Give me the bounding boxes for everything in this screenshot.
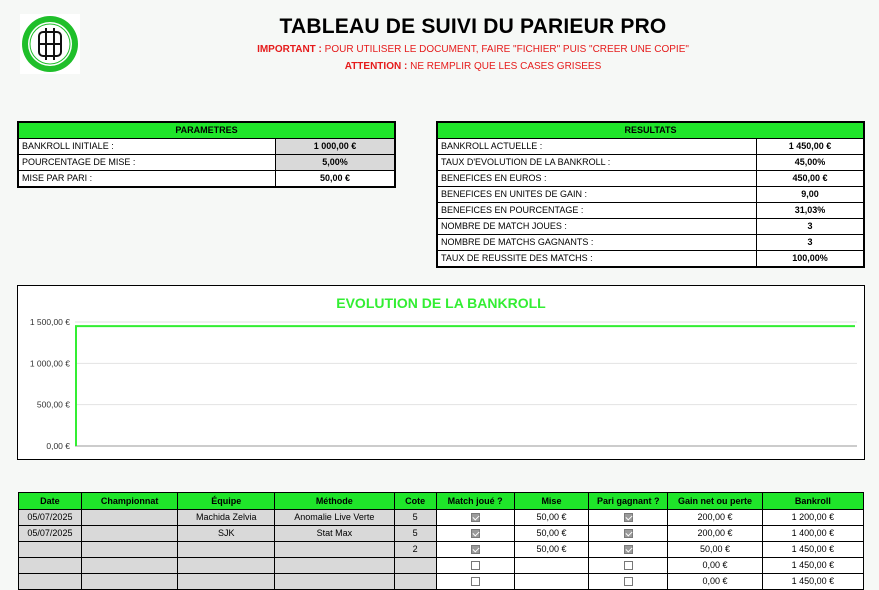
- mise-cell: [514, 558, 589, 574]
- equipe-cell[interactable]: [178, 542, 275, 558]
- cote-cell[interactable]: 2: [394, 542, 436, 558]
- checkbox-cell[interactable]: [589, 558, 668, 574]
- result-row: NOMBRE DE MATCHS GAGNANTS : 3: [437, 235, 864, 251]
- table-row: [19, 574, 864, 590]
- championnat-cell[interactable]: [81, 526, 177, 542]
- table-row: [19, 542, 864, 558]
- column-header: Équipe: [178, 493, 275, 510]
- table-row: [19, 510, 864, 526]
- chart-title: EVOLUTION DE LA BANKROLL: [336, 295, 546, 311]
- methode-cell[interactable]: [275, 542, 394, 558]
- column-header: Pari gagnant ?: [589, 493, 668, 510]
- equipe-cell[interactable]: SJK: [178, 526, 275, 542]
- pari-gagnant-checkbox[interactable]: [624, 545, 633, 554]
- column-header: Cote: [394, 493, 436, 510]
- important-note: IMPORTANT : POUR UTILISER LE DOCUMENT, FAIRE "FICHIER" PUIS "CREER UNE COPIE": [257, 44, 689, 55]
- series-line: [76, 326, 855, 446]
- checkbox-cell[interactable]: [436, 558, 514, 574]
- checkbox-cell[interactable]: [436, 526, 514, 542]
- attention-note: ATTENTION : NE REMPLIR QUE LES CASES GRISEES: [344, 61, 602, 72]
- mise-cell: 50,00 €: [514, 510, 589, 526]
- bankroll-cell: 1 450,00 €: [762, 574, 863, 590]
- y-tick-label: 1 500,00 €: [29, 317, 70, 327]
- mise-cell: 50,00 €: [514, 542, 589, 558]
- pari-gagnant-checkbox[interactable]: [624, 513, 633, 522]
- match-joue-checkbox[interactable]: [471, 561, 480, 570]
- methode-cell[interactable]: Stat Max: [275, 526, 394, 542]
- param-row-mise: MISE PAR PARI : 50,00 €: [18, 171, 395, 188]
- gain-cell: 50,00 €: [668, 542, 762, 558]
- bankroll-cell: 1 200,00 €: [762, 510, 863, 526]
- gain-cell: 0,00 €: [668, 574, 762, 590]
- table-row: [19, 558, 864, 574]
- result-row: NOMBRE DE MATCH JOUES : 3: [437, 219, 864, 235]
- pari-gagnant-checkbox[interactable]: [624, 529, 633, 538]
- checkbox-cell[interactable]: [436, 510, 514, 526]
- bankroll-initiale-input[interactable]: 1 000,00 €: [276, 139, 396, 155]
- parametres-table: [17, 121, 396, 188]
- resultats-title: RESULTATS: [437, 122, 864, 139]
- pari-gagnant-checkbox[interactable]: [624, 577, 633, 586]
- column-header: Méthode: [275, 493, 394, 510]
- championnat-cell[interactable]: [81, 558, 177, 574]
- methode-cell[interactable]: [275, 558, 394, 574]
- match-joue-checkbox[interactable]: [471, 529, 480, 538]
- mise-cell: [514, 574, 589, 590]
- param-row-pourcentage: POURCENTAGE DE MISE : 5,00%: [18, 155, 395, 171]
- mise-cell: 50,00 €: [514, 526, 589, 542]
- bankroll-cell: 1 400,00 €: [762, 526, 863, 542]
- table-row: [19, 526, 864, 542]
- championnat-cell[interactable]: [81, 542, 177, 558]
- match-joue-checkbox[interactable]: [471, 577, 480, 586]
- checkbox-cell[interactable]: [589, 542, 668, 558]
- column-header: Bankroll: [762, 493, 863, 510]
- championnat-cell[interactable]: [81, 510, 177, 526]
- y-tick-label: 500,00 €: [36, 399, 70, 410]
- checkbox-cell[interactable]: [589, 574, 668, 590]
- cote-cell[interactable]: [394, 558, 436, 574]
- methode-cell[interactable]: [275, 574, 394, 590]
- page-title: TABLEAU DE SUIVI DU PARIEUR PRO: [279, 15, 667, 38]
- result-row: BANKROLL ACTUELLE : 1 450,00 €: [437, 139, 864, 155]
- cote-cell[interactable]: 5: [394, 510, 436, 526]
- resultats-table: [436, 121, 865, 268]
- bankroll-chart: [17, 285, 865, 460]
- result-row: TAUX D'EVOLUTION DE LA BANKROLL : 45,00%: [437, 155, 864, 171]
- bankroll-cell: 1 450,00 €: [762, 542, 863, 558]
- column-header: Mise: [514, 493, 589, 510]
- result-row: BENEFICES EN POURCENTAGE : 31,03%: [437, 203, 864, 219]
- match-joue-checkbox[interactable]: [471, 545, 480, 554]
- pari-gagnant-checkbox[interactable]: [624, 561, 633, 570]
- checkbox-cell[interactable]: [589, 526, 668, 542]
- bankroll-cell: 1 450,00 €: [762, 558, 863, 574]
- cote-cell[interactable]: [394, 574, 436, 590]
- result-row: TAUX DE REUSSITE DES MATCHS : 100,00%: [437, 251, 864, 268]
- date-cell[interactable]: [19, 558, 82, 574]
- checkbox-cell[interactable]: [436, 574, 514, 590]
- date-cell[interactable]: [19, 542, 82, 558]
- date-cell[interactable]: [19, 574, 82, 590]
- gain-cell: 200,00 €: [668, 526, 762, 542]
- pourcentage-mise-input[interactable]: 5,00%: [276, 155, 396, 171]
- methode-cell[interactable]: Anomalie Live Verte: [275, 510, 394, 526]
- bet-logo-icon: [20, 14, 80, 74]
- date-cell[interactable]: 05/07/2025: [19, 510, 82, 526]
- column-header: Date: [19, 493, 82, 510]
- result-row: BENEFICES EN EUROS : 450,00 €: [437, 171, 864, 187]
- cote-cell[interactable]: 5: [394, 526, 436, 542]
- equipe-cell[interactable]: [178, 558, 275, 574]
- equipe-cell[interactable]: Machida Zelvia: [178, 510, 275, 526]
- gain-cell: 200,00 €: [668, 510, 762, 526]
- y-tick-label: 0,00 €: [46, 441, 70, 451]
- checkbox-cell[interactable]: [436, 542, 514, 558]
- column-header: Gain net ou perte: [668, 493, 762, 510]
- column-header: Championnat: [81, 493, 177, 510]
- mise-par-pari-value: 50,00 €: [276, 171, 396, 188]
- bets-table: [18, 492, 864, 590]
- championnat-cell[interactable]: [81, 574, 177, 590]
- parametres-title: PARAMETRES: [18, 122, 395, 139]
- date-cell[interactable]: 05/07/2025: [19, 526, 82, 542]
- param-row-bankroll: BANKROLL INITIALE : 1 000,00 €: [18, 139, 395, 155]
- gain-cell: 0,00 €: [668, 558, 762, 574]
- result-row: BENEFICES EN UNITES DE GAIN : 9,00: [437, 187, 864, 203]
- match-joue-checkbox[interactable]: [471, 513, 480, 522]
- equipe-cell[interactable]: [178, 574, 275, 590]
- bankroll-chart-svg: [18, 286, 864, 459]
- column-header: Match joué ?: [436, 493, 514, 510]
- y-tick-label: 1 000,00 €: [29, 358, 70, 369]
- checkbox-cell[interactable]: [589, 510, 668, 526]
